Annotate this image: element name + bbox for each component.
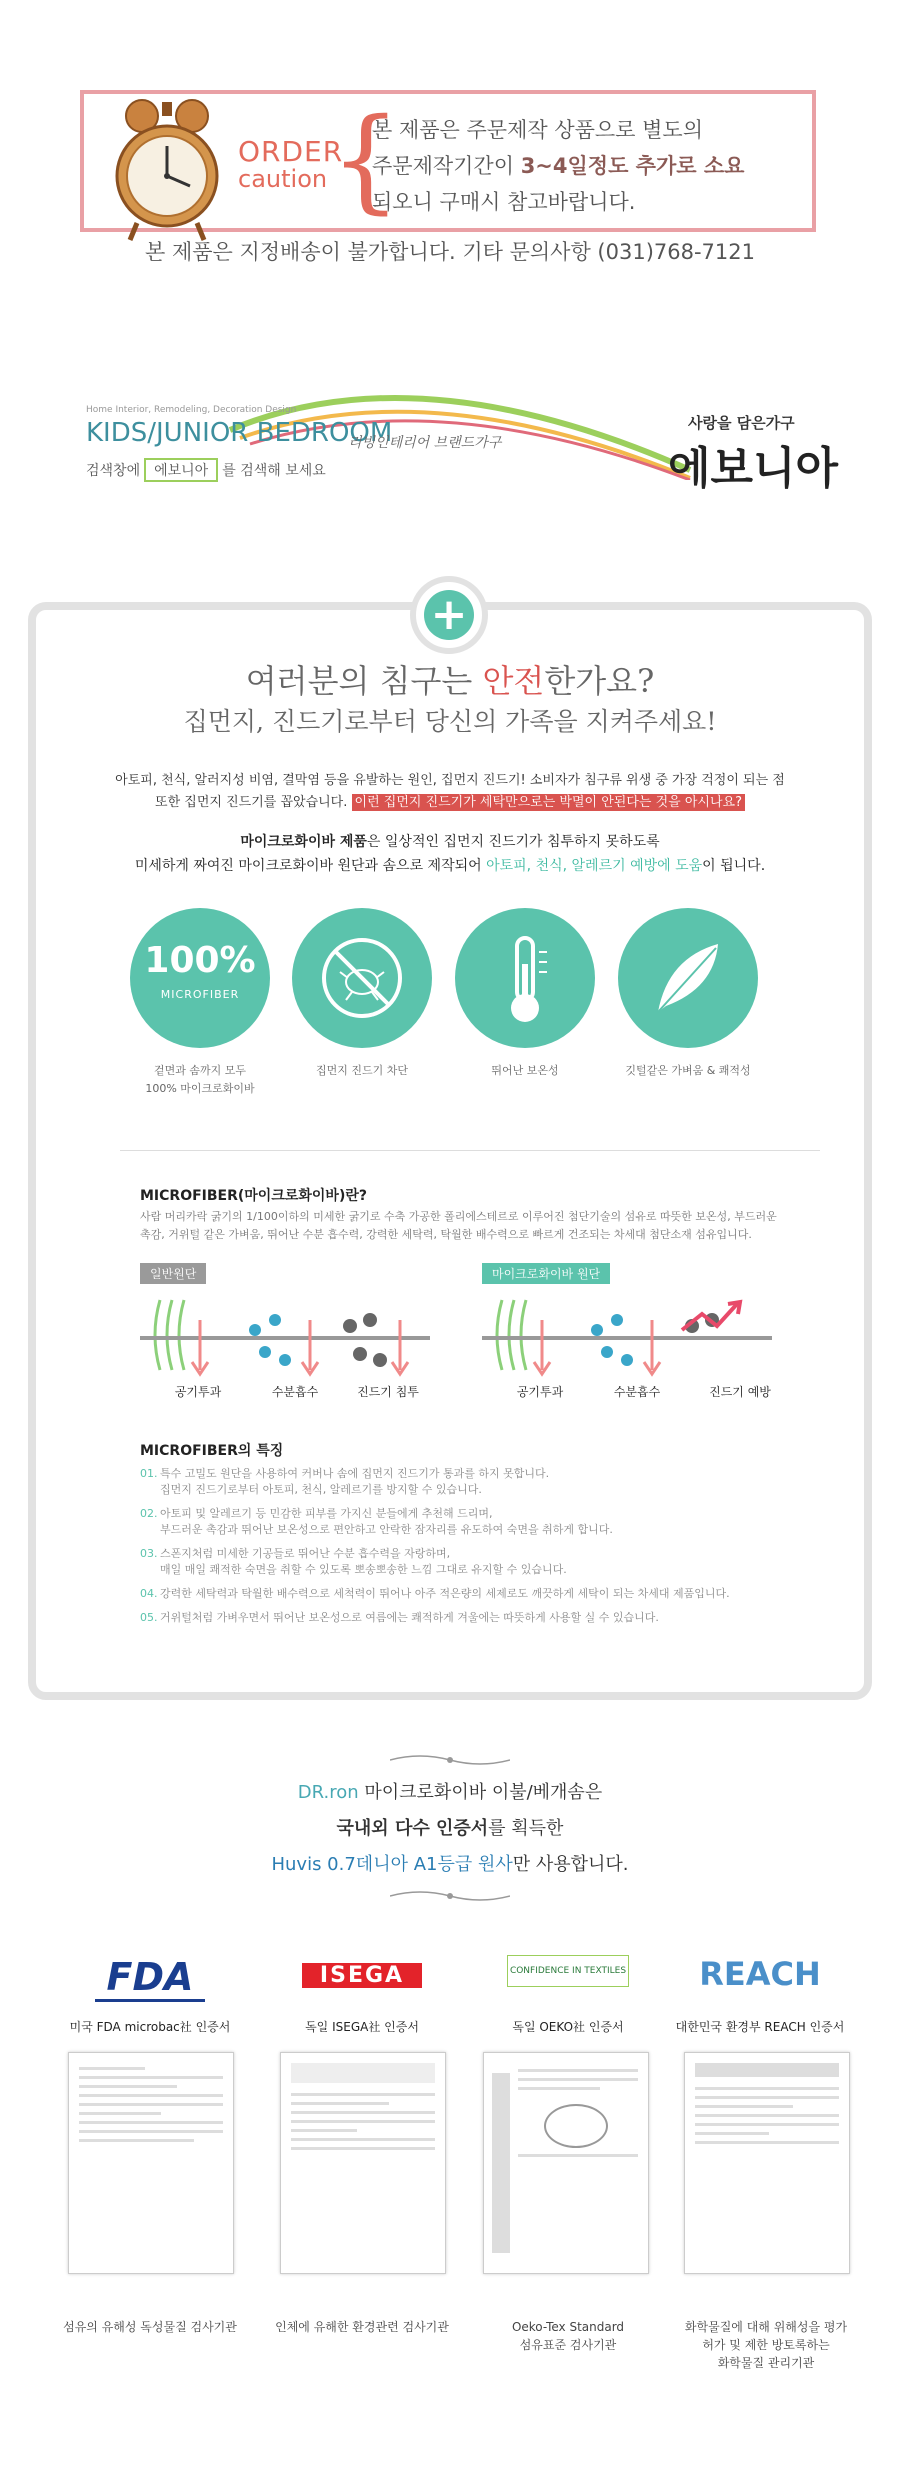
reach-doc-caption: 화학물질에 대해 위해성을 평가 허가 및 제한 방토록하는 화학물질 관리기관	[684, 2320, 848, 2370]
reach-logo: REACH	[699, 1955, 821, 1993]
label-moisture-normal: 수분흡수	[271, 1385, 319, 1399]
caution-label: caution	[238, 165, 328, 193]
feature-caption-2: 집먼지 진드기 차단	[315, 1064, 408, 1077]
feature-item: 02. 아토피 및 알레르기 등 민감한 피부를 가지신 분들에게 추천해 드리며, 부드러운 촉감과 뛰어난 보온성으로 편안하고 안락한 잠자리를 유도하여 숙면을 취하게 합니다.	[140, 1507, 613, 1536]
microfiber-fabric-diagram	[482, 1290, 782, 1380]
isega-logo: ISEGA	[282, 1955, 442, 2005]
feature-item: 01. 특수 고밀도 원단을 사용하여 커버나 솜에 집먼지 진드기가 통과를 하지 못합니다. 집먼지 진드기로부터 아토피, 천식, 알레르기를 방지할 수 있습니다.	[140, 1467, 550, 1496]
thermometer-icon	[455, 908, 595, 1048]
fda-logo: FDA	[70, 1955, 230, 2005]
label-mite-prevention: 진드기 예방	[709, 1385, 771, 1399]
brand-subtitle: 리빙인테리어 브랜드가구	[348, 435, 502, 451]
microfiber-100-badge	[130, 908, 270, 1048]
search-keyword-box: 에보니아	[144, 458, 218, 482]
feature-item: 04. 강력한 세탁력과 탁월한 배수력으로 세척력이 뛰어나 아주 적은량의 세제로도 깨끗하게 세탁이 되는 차세대 제품입니다.	[140, 1587, 730, 1600]
intro-paragraph: 아토피, 천식, 알러지성 비염, 결막염 등을 유발하는 원인, 집먼지 진드기! 소비자가 침구류 위생 중 가장 걱정이 되는 점 또한 집먼지 진드기를 꼽았습니다. 이런 집먼지 진드기가 세탁만으로는 박멸이 안된다는 것을 아시나요?	[115, 773, 785, 810]
isega-doc-caption: 인체에 유해한 환경관련 검사기관	[275, 2320, 449, 2334]
oeko-tex-logo: CONFIDENCE IN TEXTILES	[488, 1955, 648, 2005]
no-dust-mite-badge	[292, 908, 432, 1048]
feature-item: 03. 스폰지처럼 미세한 기공들로 뛰어난 수분 흡수력을 자랑하며, 매일 매일 쾌적한 숙면을 취할 수 있도록 뽀송뽀송한 느낌 그대로 유지할 수 있습니다.	[140, 1547, 567, 1576]
product-paragraph: 마이크로화이바 제품은 일상적인 집먼지 진드기가 침투하지 못하도록 미세하게 짜여진 마이크로화이바 원단과 솜으로 제작되어 아토피, 천식, 알레르기 예방에 도움이 됩니다.	[134, 834, 766, 874]
plus-icon: +	[424, 590, 474, 640]
microfiber-definition-title: MICROFIBER(마이크로화이바)란?	[140, 1188, 367, 1204]
normal-fabric-diagram	[140, 1290, 440, 1380]
label-mite-penetration: 진드기 침투	[357, 1385, 419, 1399]
badge-label: MICROFIBER	[160, 988, 240, 1001]
main-title: 여러분의 침구는 안전한가요?	[245, 662, 655, 700]
certificate-heading: DR.ron 마이크로화이바 이불/베개솜은 국내외 다수 인증서를 획득한 Huvis 0.7데니아 A1등급 원사만 사용합니다.	[271, 1782, 629, 1875]
reach-caption: 대한민국 환경부 REACH 인증서	[675, 2020, 845, 2034]
microfiber-definition-text: 사람 머리카락 굵기의 1/100이하의 미세한 굵기로 수축 가공한 폴리에스테르로 이루어진 첨단기술의 섬유로 따뜻한 보온성, 부드러운 촉감, 거위털 같은 가벼움, 뛰어난 수분 흡수력, 강력한 세탁력, 탁월한 배수력으로 빠르게 건조되는 차세대 첨단소재 섬유입니다.	[140, 1210, 777, 1241]
fda-doc-caption: 섬유의 유해성 독성물질 검사기관	[63, 2320, 237, 2334]
fda-caption: 미국 FDA microbac社 인증서	[69, 2020, 231, 2034]
features-title: MICROFIBER의 특징	[140, 1443, 284, 1459]
isega-certificate-image	[280, 2052, 446, 2274]
brand-logo-text: 에보니아	[668, 443, 839, 494]
divider	[120, 1150, 820, 1151]
fda-certificate-image	[68, 2052, 234, 2274]
warmth-badge	[455, 908, 595, 1048]
brand-name: KIDS/JUNIOR BEDROOM	[86, 418, 393, 448]
dust-mite-block-icon	[292, 908, 432, 1048]
brand-slogan: 사랑을 담은가구	[688, 414, 795, 432]
features-list	[140, 1466, 780, 1634]
tag-microfiber-fabric: 마이크로화이바 원단	[482, 1263, 610, 1284]
reach-certificate-image	[684, 2052, 850, 2274]
order-caution-text: 본 제품은 주문제작 상품으로 별도의 주문제작기간이 3~4일정도 추가로 소요 되오니 구매시 참고바랍니다.	[372, 118, 745, 214]
feature-caption-1: 겉면과 솜까지 모두 100% 마이크로화이바	[145, 1064, 255, 1095]
isega-caption: 독일 ISEGA社 인증서	[305, 2020, 419, 2034]
badge-percent: 100%	[144, 940, 256, 981]
order-label: ORDER	[238, 135, 344, 168]
ornament-top	[390, 1752, 510, 1768]
label-air-normal: 공기투과	[174, 1385, 222, 1399]
oeko-doc-caption: Oeko-Tex Standard 섬유표준 검사기관	[511, 2320, 625, 2352]
ornament-bottom	[390, 1888, 510, 1904]
feature-caption-4: 깃털같은 가벼움 & 쾌적성	[625, 1064, 751, 1077]
label-moisture-micro: 수분흡수	[613, 1385, 661, 1399]
no-delivery-notice: 본 제품은 지정배송이 불가합니다. 기타 문의사항 (031)768-7121	[144, 240, 756, 264]
search-hint: 검색창에 에보니아 를 검색해 보세요	[86, 458, 326, 482]
alarm-clock-icon	[112, 78, 222, 248]
brand-tagline: Home Interior, Remodeling, Decoration Design	[86, 405, 297, 415]
feature-item: 05. 거위털처럼 가벼우면서 뛰어난 보온성으로 여름에는 쾌적하게 겨울에는 따뜻하게 사용할 실 수 있습니다.	[140, 1611, 659, 1624]
brace-decoration: {	[330, 95, 402, 225]
oeko-certificate-image	[483, 2052, 649, 2274]
oeko-caption: 독일 OEKO社 인증서	[512, 2020, 624, 2034]
feature-caption-3: 뛰어난 보온성	[491, 1064, 559, 1077]
feather-icon	[618, 908, 758, 1048]
tag-normal-fabric: 일반원단	[140, 1263, 206, 1284]
lightweight-badge	[618, 908, 758, 1048]
label-air-micro: 공기투과	[516, 1385, 564, 1399]
main-subtitle: 집먼지, 진드기로부터 당신의 가족을 지켜주세요!	[183, 707, 717, 736]
